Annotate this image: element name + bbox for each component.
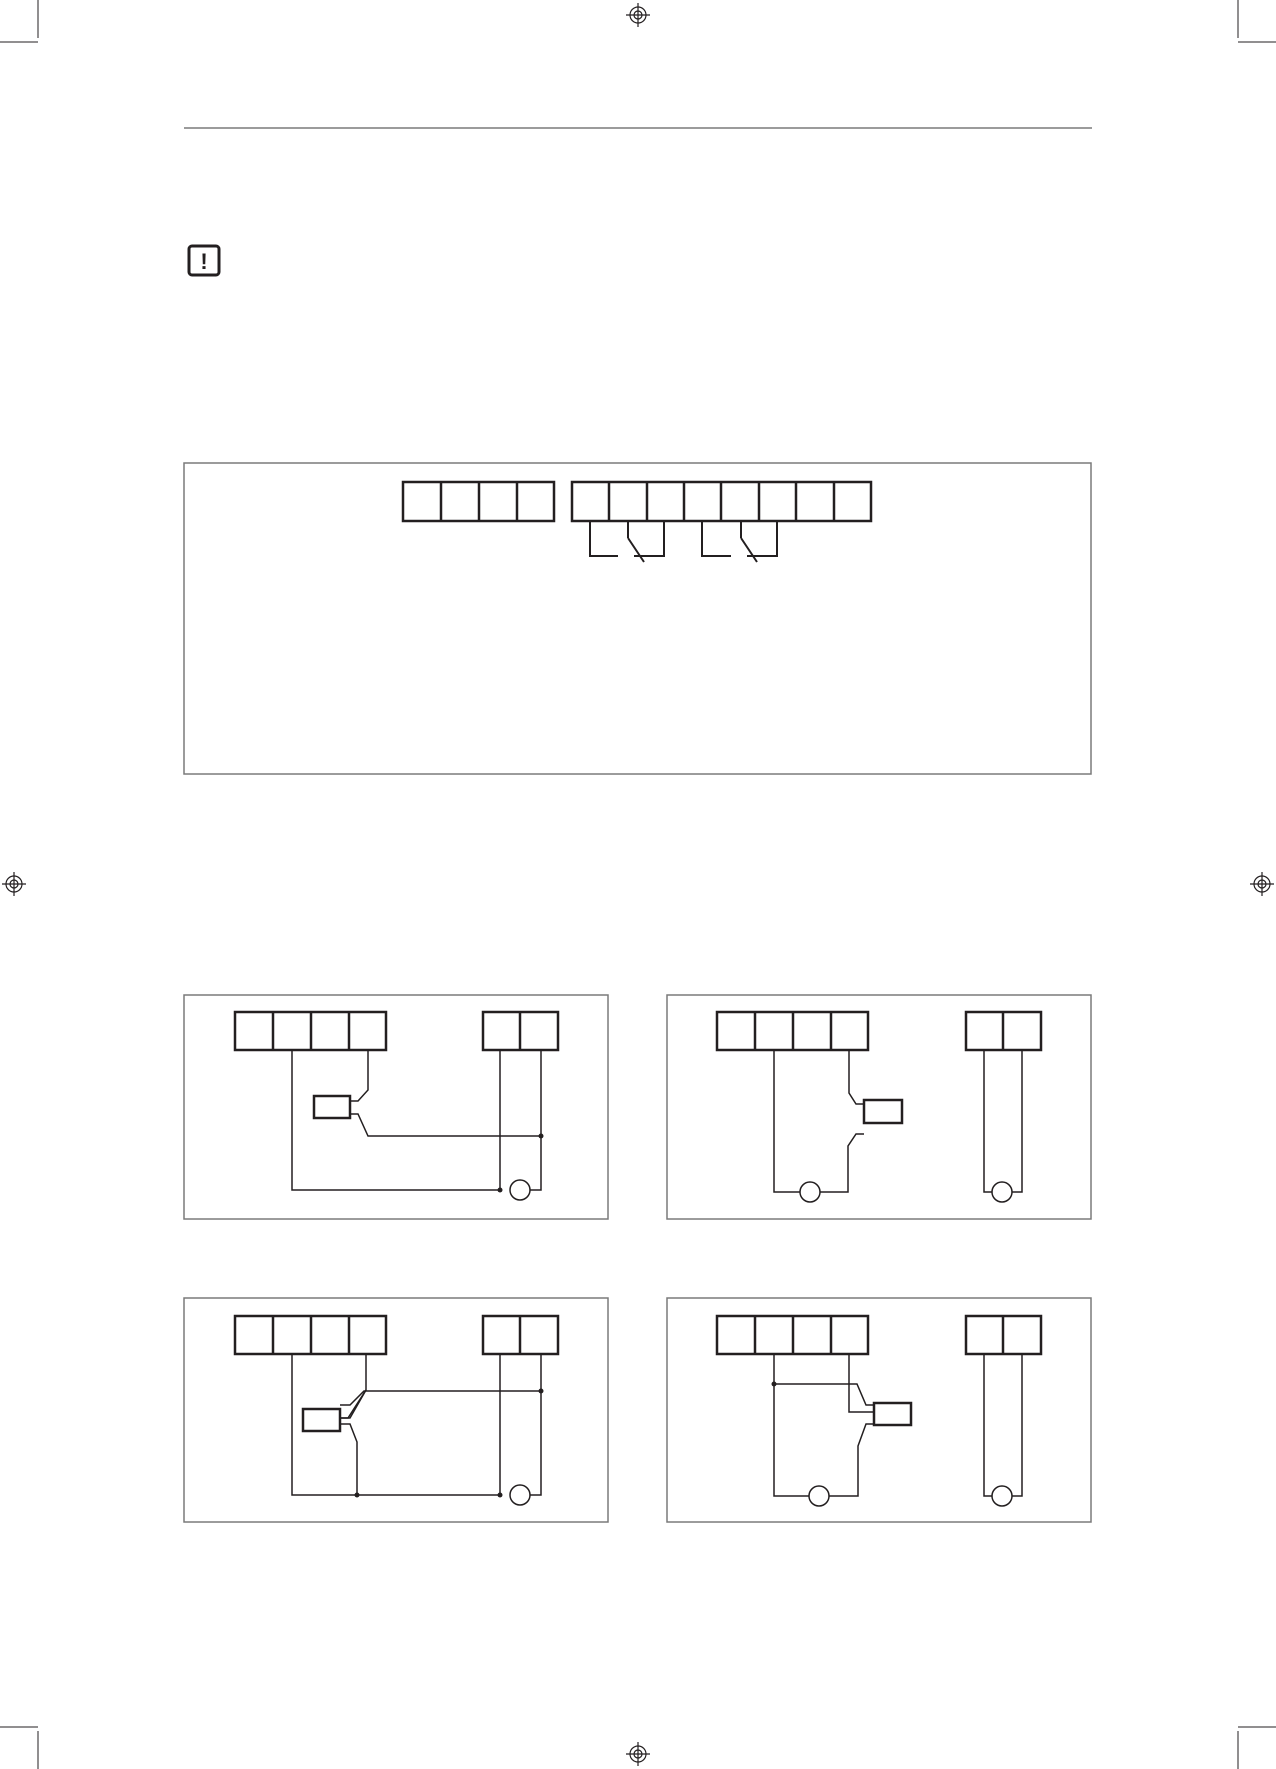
sensor-icon xyxy=(874,1403,911,1425)
diagram-frame xyxy=(184,1298,608,1522)
wiring-example-4 xyxy=(667,1298,1091,1522)
load-circle-icon xyxy=(992,1182,1012,1202)
terminal-block-2 xyxy=(483,1012,558,1050)
terminal-block-left xyxy=(403,482,554,521)
diagram-frame xyxy=(184,463,1091,774)
relay-contact-icon xyxy=(702,521,777,562)
terminal-block-2 xyxy=(966,1012,1041,1050)
terminal-block-2 xyxy=(483,1316,558,1354)
terminal-block-right xyxy=(572,482,871,521)
diagram-frame xyxy=(184,995,608,1219)
load-circle-icon xyxy=(992,1486,1012,1506)
terminal-block-4 xyxy=(235,1012,386,1050)
exclamation-warning-icon xyxy=(189,246,219,275)
diagram-frame xyxy=(667,995,1091,1219)
terminal-block-2 xyxy=(966,1316,1041,1354)
load-circle-icon xyxy=(510,1180,530,1200)
terminal-block-4 xyxy=(717,1316,868,1354)
wiring-example-3 xyxy=(184,1298,608,1522)
load-circle-icon xyxy=(800,1182,820,1202)
warning-symbol: ! xyxy=(200,249,208,274)
load-circle-icon xyxy=(809,1486,829,1506)
diagram-frame xyxy=(667,1298,1091,1522)
load-circle-icon xyxy=(510,1485,530,1505)
sensor-icon xyxy=(303,1409,340,1431)
relay-contact-icon xyxy=(590,521,664,562)
wiring-example-1 xyxy=(184,995,608,1219)
registration-target-icon xyxy=(2,3,1274,1766)
sensor-icon xyxy=(314,1096,350,1118)
terminal-block-4 xyxy=(717,1012,868,1050)
terminal-overview-diagram xyxy=(184,463,1091,774)
terminal-block-4 xyxy=(235,1316,386,1354)
wiring-example-2 xyxy=(667,995,1091,1219)
sensor-icon xyxy=(864,1100,902,1123)
